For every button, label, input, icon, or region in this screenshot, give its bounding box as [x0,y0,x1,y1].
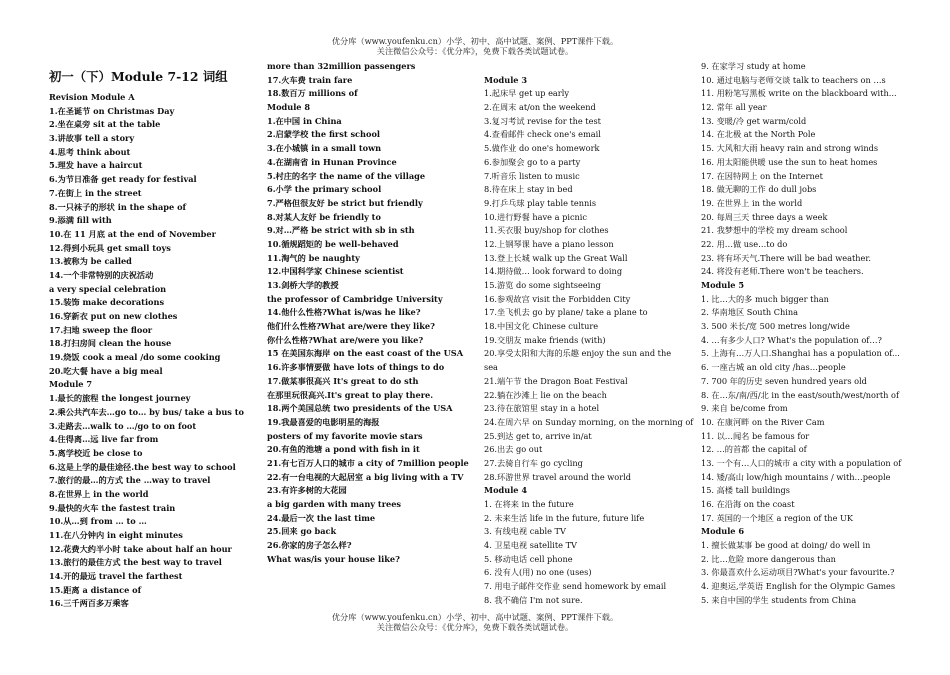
col2-entry: 18.数百万 millions of [267,88,358,99]
col4-entry: 21. 我梦想中的学校 my dream school [701,225,848,236]
col3-entry: 18.中国文化 Chinese culture [484,321,599,332]
col4-entry: 5. 来自中国的学生 students from China [701,594,857,605]
col1-entry: 17.扫地 sweep the floor [49,324,153,335]
col1-entry: 10.从…到 from … to … [49,516,147,527]
col2-entry: 16.许多事情要做 have lots of things to do [267,362,445,373]
col4-entry: 17. 英国的一个地区 a region of the UK [701,512,854,523]
col3-entry: 6.参加聚会 go to a party [484,156,581,167]
col3-entry: 5. 移动电话 cell phone [484,553,573,564]
col1-entry: 7.在街上 in the street [49,187,142,198]
col4-entry: Module 5 [701,280,745,290]
col3-entry: 26.出去 go out [484,444,543,455]
col4-entry: 14. 在北极 at the North Pole [701,129,816,140]
col1-entry: 15.装饰 make decorations [49,297,165,308]
col1-entry: a very special celebration [49,283,167,294]
col3-entry: 1.起床早 get up early [484,88,569,99]
col2-entry: 4.在湖南省 in Hunan Province [267,156,397,167]
col4-entry: 11. 用粉笔写黑板 write on the blackboard with... [701,88,897,99]
col1-entry: 4.思考 think about [49,146,131,157]
col2-entry: posters of my favorite movie stars [267,430,423,441]
col2-entry: 19.我最喜爱的电影明星的海报 [267,416,380,427]
col4-entry: 8. 在…东/南/西/北 in the east/south/west/north of [701,389,899,400]
col1-entry: 2.乘公共汽车去…go to… by bus/ take a bus to [49,406,244,417]
col4-entry: 17. 在因特网上 on the Internet [701,170,823,181]
col1-entry: Revision Module A [49,92,135,102]
col4-entry: 4. 迎奥运,学英语 English for the Olympic Games [701,581,896,592]
col1-entry: 4.住得离…远 live far from [49,434,159,445]
col4-entry: 14. 矮/高山 low/high mountains / with…people [701,471,891,482]
column-3 [484,60,698,608]
col4-entry: 5. 上海有…万人口.Shanghai has a population of... [701,348,900,359]
col4-entry: 4. …有多少人口? What's the population of…? [701,334,882,345]
col3-entry: 13.登上长城 walk up the Great Wall [484,252,628,263]
col3-entry: 24.在周六早 on Sunday morning, on the morning of [484,416,694,427]
col2-entry: Module 8 [267,102,311,113]
col3-entry: 6. 没有人(用) no one (uses) [484,567,592,578]
col2-entry: 12.中国科学家 Chinese scientist [267,266,404,277]
col4-entry: 15. 大风和大雨 heavy rain and strong winds [701,143,879,154]
col3-entry: 27.去骑自行车 go cycling [484,457,583,468]
col3-entry: 5.做作业 do one's homework [484,143,600,154]
col4-entry: 2. 比…危险 more dangerous than [701,553,836,564]
col3-entry: 10.进行野餐 have a picnic [484,211,588,222]
col3-entry: 8.待在床上 stay in bed [484,184,573,195]
col2-entry: 13.剑桥大学的教授 [267,280,339,290]
col1-entry: 19.烧饭 cook a meal /do some cooking [49,352,221,363]
col4-entry: 16. 用太阳能供暖 use the sun to heat homes [701,156,878,167]
col2-entry: 2.启蒙学校 the first school [267,129,381,140]
col4-entry: 1. 比…大的多 much bigger than [701,293,829,304]
col3-entry: 2. 未来生活 life in the future, future life [484,512,645,523]
col4-entry: 20. 每周三天 three days a week [701,211,828,222]
column-1 [49,60,261,611]
col2-entry: 25.回来 go back [267,526,337,537]
col1-entry: 1.最长的旅程 the longest journey [49,393,191,404]
col2-entry: 6.小学 the primary school [267,184,382,195]
col4-entry: 24. 将没有老师.There won't be teachers. [701,266,864,277]
col1-entry: 8.在世界上 in the world [49,488,149,499]
col1-entry: 6.为节日准备 get ready for festival [49,174,197,185]
col1-entry: 9.最快的火车 the fastest train [49,502,176,513]
col4-entry: Module 6 [701,526,745,537]
col2-entry: more than 32million passengers [267,61,416,71]
col1-entry: 15.距离 a distance of [49,584,142,595]
column-4-list [701,60,906,608]
col4-entry: 2. 华南地区 South China [701,307,799,318]
column-1-list [49,91,261,611]
page-header [0,36,950,56]
col3-entry: 7.听音乐 listen to music [484,170,580,181]
col1-entry: 12.得到小玩具 get small toys [49,242,171,253]
col2-entry: 8.对某人友好 be friendly to [267,211,381,222]
col3-entry: 16.参观故宫 visit the Forbidden City [484,293,631,304]
col2-entry: 3.在小城镇 in a small town [267,143,382,154]
footer-line-2: 关注微信公众号：《优分库》，免费下载各类试题试卷。 [376,622,574,632]
col3-entry: 23.待在旅馆里 stay in a hotel [484,403,600,414]
col2-entry: 22.有一台电视的大起居室 a big living with a TV [267,471,464,482]
col3-entry: 25.到达 get to, arrive in/at [484,430,592,441]
col1-entry: 1.在圣诞节 on Christmas Day [49,105,175,116]
col2-entry: 17.做某事很高兴 It's great to do sth [267,375,419,386]
col1-entry: 9.添满 fill with [49,215,112,226]
col1-entry: Module 7 [49,379,93,390]
col3-entry: Module 3 [484,74,528,85]
col1-entry: 6.这是上学的最佳途径.the best way to school [49,461,236,472]
footer-line-1: 优分库（www.youfenku.cn）小学、初中、高中试题、案例、PPT课件下载。 [331,612,619,622]
col4-entry: 13. 一个有…人口的城市 a city with a population of [701,457,902,468]
col2-entry: 24.最后一次 the last time [267,512,376,523]
col1-entry: 3.讲故事 tell a story [49,133,135,144]
col2-entry: 20.有鱼的池塘 a pond with fish in it [267,444,420,455]
col4-entry: 11. 以…闻名 be famous for [701,430,810,441]
col1-entry: 5.离学校近 be close to [49,447,143,458]
col4-entry: 3. 你最喜欢什么运动项目?What's your favourite.? [701,567,895,578]
col4-entry: 18. 做无聊的工作 do dull jobs [701,184,817,195]
col2-entry: 在那里玩很高兴.It's great to play there. [267,389,434,400]
column-2-list [267,60,480,566]
column-4 [701,60,906,608]
col4-entry: 7. 700 年的历史 seven hundred years old [701,375,867,386]
col1-entry: 10.在 11 月底 at the end of November [49,228,216,239]
col2-entry: 9.对…严格 be strict with sb in sth [267,225,415,236]
col2-entry: 15 在美国东海岸 on the east coast of the USA [267,348,464,359]
col3-entry: 22.躺在沙滩上 lie on the beach [484,389,607,400]
col4-entry: 19. 在世界上 in the world [701,197,803,208]
col3-entry: sea [484,362,498,373]
col4-entry: 16. 在沿海 on the coast [701,499,795,509]
col3-entry: 15.游览 do some sightseeing [484,280,601,290]
col1-entry: 13.旅行的最佳方式 the best way to travel [49,557,222,568]
col4-entry: 12. …的首都 the capital of [701,444,807,455]
col3-entry: 21.端午节 the Dragon Boat Festival [484,375,628,386]
col2-entry: 23.有许多树的大花园 [267,485,347,496]
col3-entry: 4.查看邮件 check one's email [484,129,601,140]
col2-entry: 10.循规蹈矩的 be well-behaved [267,238,399,249]
column-3-list [484,74,698,608]
col2-entry: 7.严格但很友好 be strict but friendly [267,197,423,208]
column-2 [267,60,480,566]
col4-entry: 3. 500 米长/宽 500 metres long/wide [701,321,850,332]
col1-entry: 7.旅行的最…的方式 the …way to travel [49,475,211,486]
col1-entry: 2.坐在桌旁 sit at the table [49,119,161,130]
col4-entry: 9. 来自 be/come from [701,403,788,414]
header-line-2: 关注微信公众号：《优分库》，免费下载各类试题试卷。 [376,46,574,56]
col3-entry: 3. 有线电视 cable TV [484,526,566,537]
col2-entry: a big garden with many trees [267,499,402,509]
document-title: 初一（下）Module 7-12 词组 [49,69,228,84]
col3-entry: 20.享受太阳和大海的乐趣 enjoy the sun and the [484,348,672,359]
col2-entry: 他们什么性格?What are/were they like? [267,321,435,332]
col3-entry: 17.坐飞机去 go by plane/ take a plane to [484,307,648,318]
col4-entry: 1. 擅长做某事 be good at doing/ do well in [701,540,871,551]
col4-entry: 6. 一座古城 an old city /has…people [701,362,846,373]
col3-entry: 9.打乒乓球 play table tennis [484,197,597,208]
col1-entry: 5.理发 have a haircut [49,160,143,171]
col4-entry: 12. 常年 all year [701,102,767,113]
col3-entry: 3.复习考试 revise for the test [484,115,601,126]
col1-entry: 16.三千两百多万乘客 [49,598,129,609]
col3-entry: 8. 我不确信 I'm not sure. [484,594,583,605]
col2-entry: the professor of Cambridge University [267,293,443,304]
col3-entry: 19.交朋友 make friends (with) [484,334,606,345]
col3-entry: Module 4 [484,485,528,496]
col2-entry: 你什么性格?What are/were you like? [267,334,424,345]
col3-entry: 7. 用电子邮件交作业 send homework by email [484,581,667,592]
col2-entry: 1.在中国 in China [267,115,342,126]
col4-entry: 13. 变暖/冷 get warm/cold [701,115,807,126]
col1-entry: 11.在八分钟内 in eight minutes [49,530,183,540]
col1-entry: 14.开的最远 travel the farthest [49,571,183,582]
col1-entry: 8.一只袜子的形状 in the shape of [49,201,187,212]
col4-entry: 23. 将有坏天气.There will be bad weather. [701,252,871,263]
col3-entry: 2.在周末 at/on the weekend [484,102,596,113]
col1-entry: 18.打扫房间 clean the house [49,338,172,349]
col2-entry: 17.火车费 train fare [267,74,353,85]
col2-entry: 26.你家的房子怎么样? [267,540,352,551]
col2-entry: What was/is your house like? [267,553,400,564]
col2-entry: 14.他什么性格?What is/was he like? [267,307,421,318]
col3-entry: 4. 卫星电视 satellite TV [484,540,577,551]
col1-entry: 3.走路去…walk to …/go to on foot [49,420,197,431]
col4-entry: 15. 高楼 tall buildings [701,485,790,496]
col2-entry: 5.村庄的名字 the name of the village [267,170,426,181]
page-footer [0,612,950,632]
col4-entry: 22. 用…做 use…to do [701,238,788,249]
col1-entry: 20.吃大餐 have a big meal [49,365,163,376]
col4-entry: 9. 在家学习 study at home [701,61,806,71]
header-line-1: 优分库（www.youfenku.cn）小学、初中、高中试题、案例、PPT课件下载。 [331,36,619,46]
col3-entry: 11.买衣服 buy/shop for clothes [484,225,609,236]
col1-entry: 14.一个非常特别的庆祝活动 [49,269,154,280]
col2-entry: 11.淘气的 be naughty [267,252,360,263]
col3-entry: 12.上钢琴课 have a piano lesson [484,238,614,249]
col4-entry: 10. 通过电脑与老师交谈 talk to teachers on …s [701,74,886,85]
col3-entry: 14.期待做… look forward to doing [484,266,623,277]
col3-entry: 28.环游世界 travel around the world [484,471,631,482]
col1-entry: 12.花费大约半小时 take about half an hour [49,543,232,554]
col1-entry: 13.被称为 be called [49,256,132,267]
col1-entry: 16.穿新衣 put on new clothes [49,311,178,321]
col3-entry: 1. 在将来 in the future [484,499,574,509]
col2-entry: 21.有七百万人口的城市 a city of 7million people [267,457,469,468]
col4-entry: 10. 在康河畔 on the River Cam [701,416,825,427]
col2-entry: 18.两个美国总统 two presidents of the USA [267,403,453,414]
